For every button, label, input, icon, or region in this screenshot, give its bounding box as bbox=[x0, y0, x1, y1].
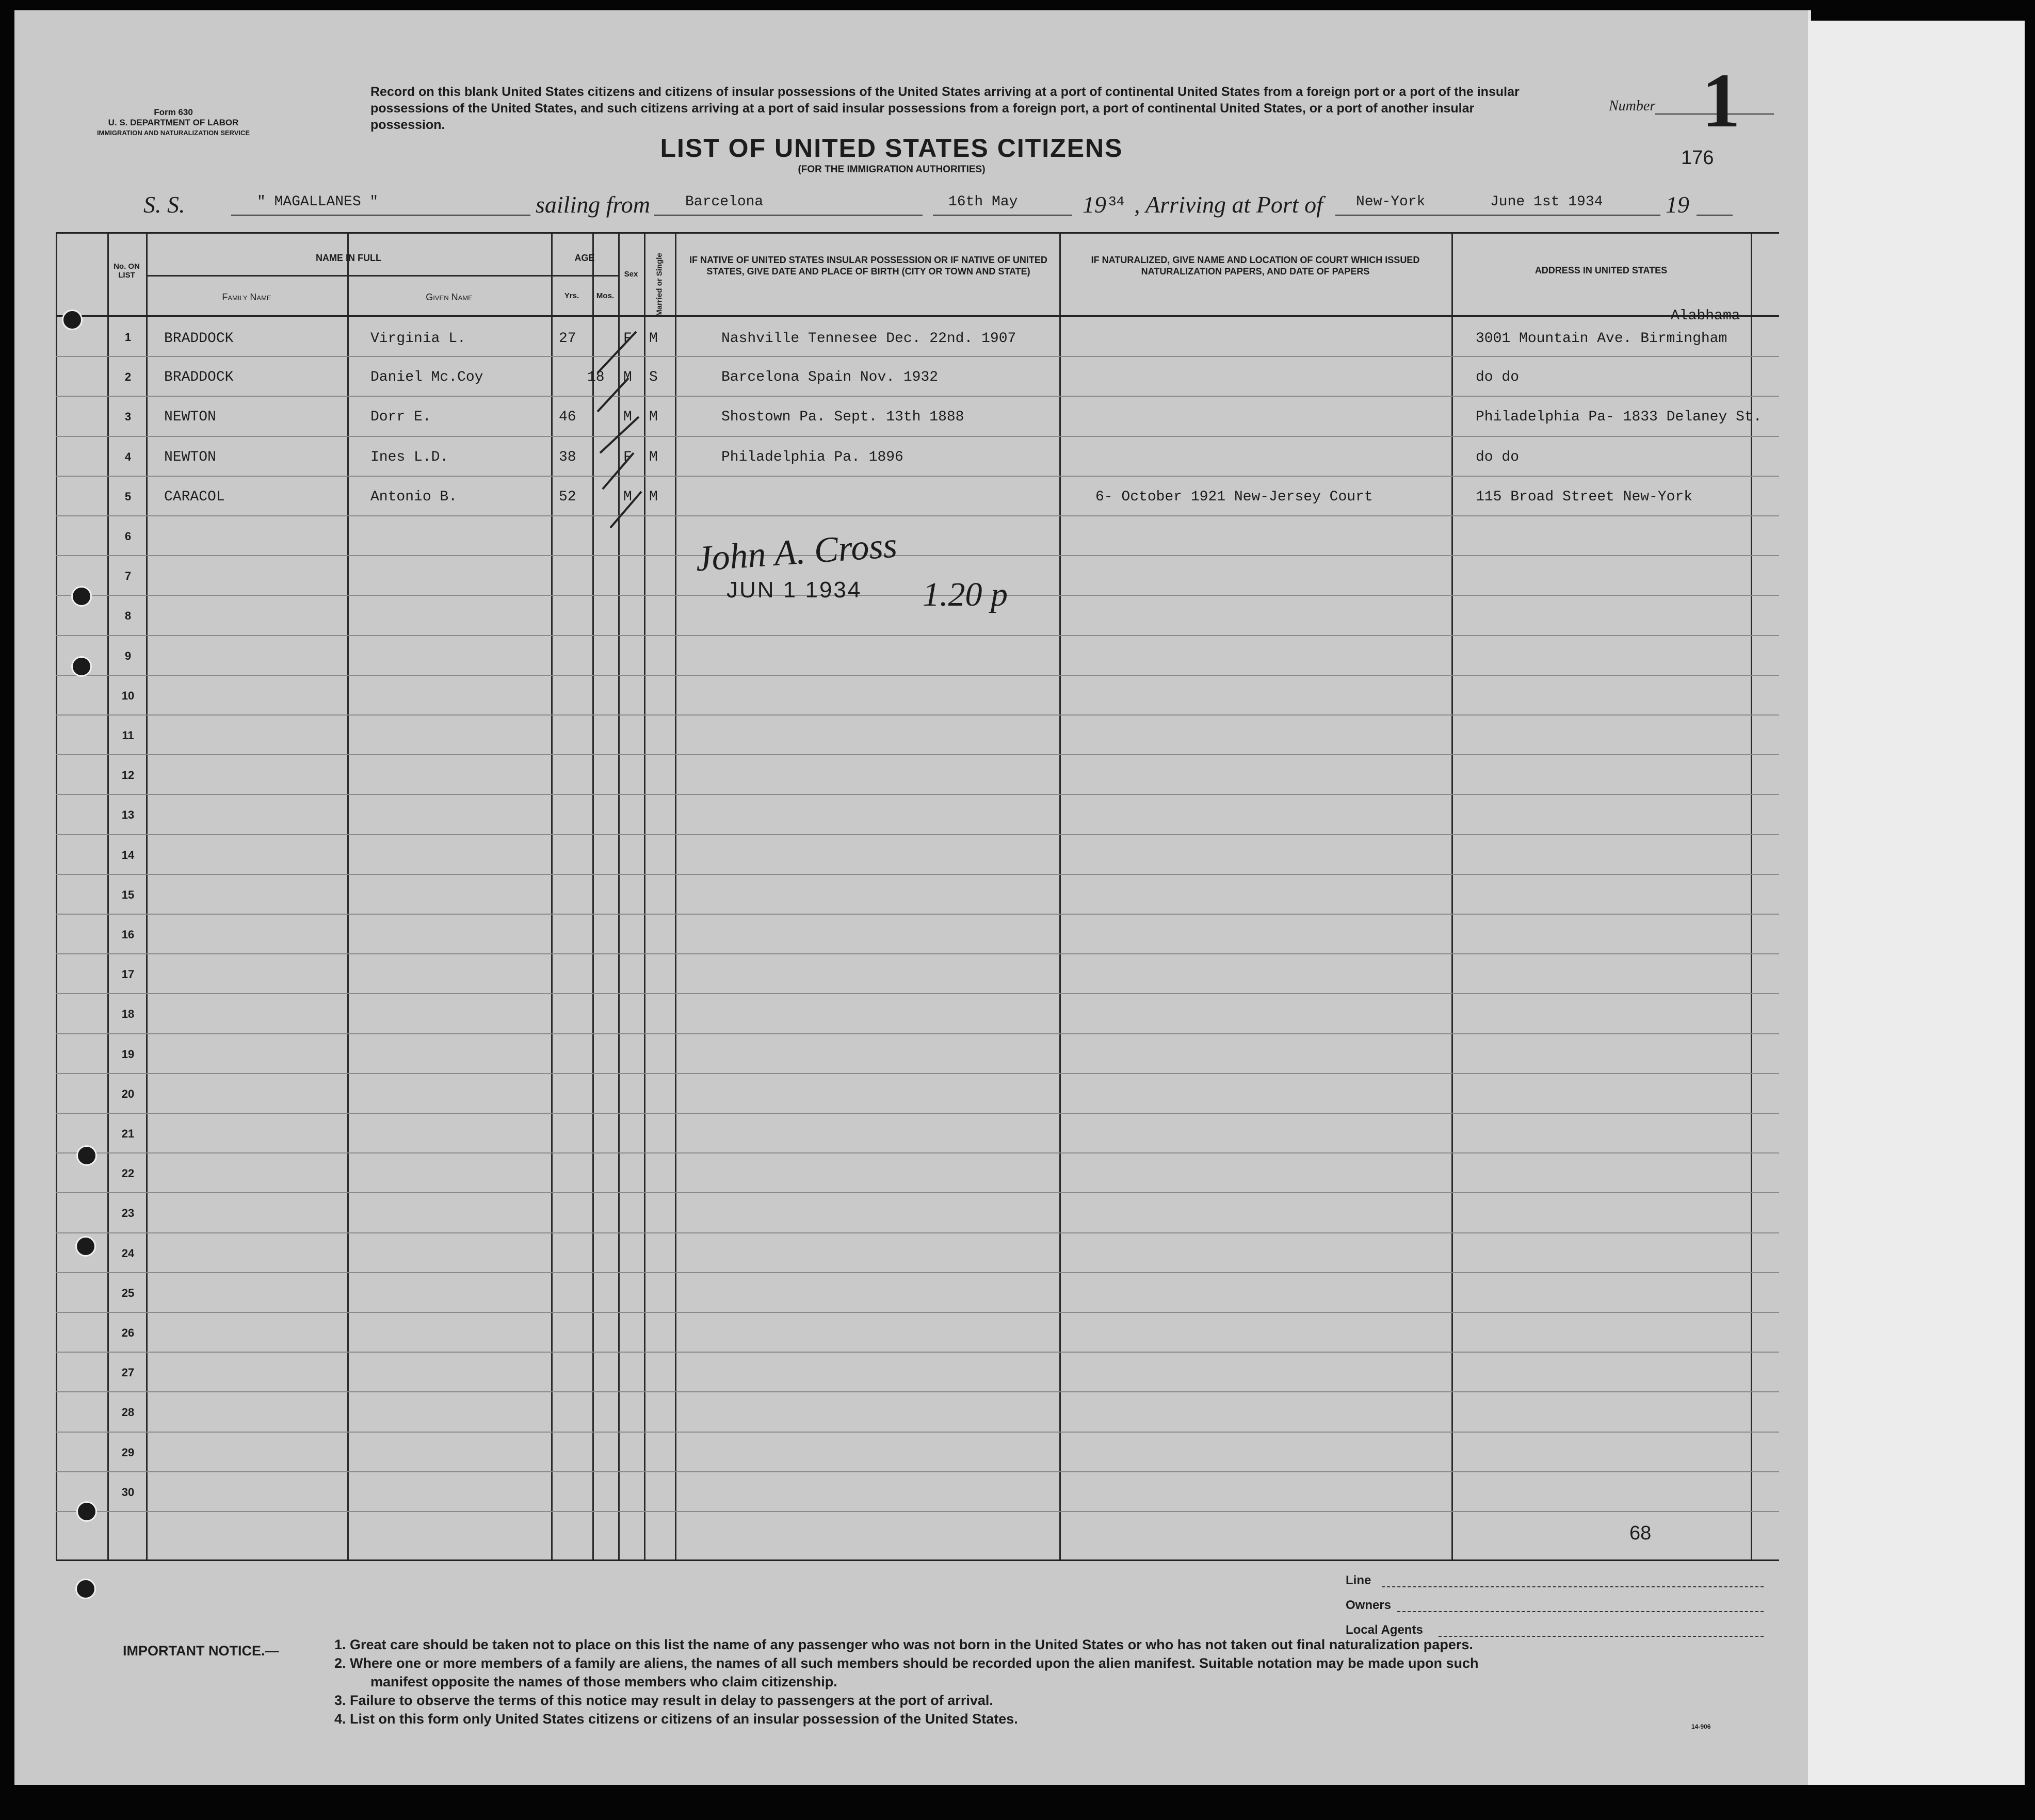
cell-sex: M bbox=[623, 369, 632, 386]
row-divider bbox=[56, 714, 1779, 716]
cell-sex: F bbox=[623, 331, 632, 347]
year-suffix: 34 bbox=[1108, 194, 1125, 209]
check-marks bbox=[587, 321, 670, 538]
line-underline bbox=[1382, 1586, 1764, 1587]
list-number: 1 bbox=[1702, 58, 1740, 143]
cell-sex: M bbox=[623, 409, 632, 426]
row-divider bbox=[56, 1391, 1779, 1392]
row-number: 29 bbox=[121, 1445, 135, 1459]
cell-family: BRADDOCK bbox=[164, 331, 234, 347]
row-number: 7 bbox=[124, 570, 132, 583]
row-divider bbox=[56, 555, 1779, 556]
row-number: 5 bbox=[124, 490, 132, 503]
row-divider bbox=[56, 1033, 1779, 1034]
header-name-in-full: NAME IN FULL bbox=[316, 253, 381, 263]
row-number: 27 bbox=[121, 1366, 135, 1379]
row-number: 18 bbox=[121, 1008, 135, 1021]
cell-birth: Shostown Pa. Sept. 13th 1888 bbox=[721, 409, 964, 426]
ship-underline bbox=[231, 215, 530, 216]
row-divider bbox=[56, 1232, 1779, 1233]
row-number: 26 bbox=[121, 1326, 135, 1339]
page-number: 176 bbox=[1681, 147, 1714, 169]
row-divider bbox=[56, 1312, 1779, 1313]
row-number: 23 bbox=[121, 1207, 135, 1220]
number-label: Number bbox=[1609, 98, 1656, 114]
col-line bbox=[146, 234, 148, 1559]
notice-2-cont: manifest opposite the names of those members who claim citizenship. bbox=[370, 1674, 837, 1689]
arriving-label: , Arriving at Port of bbox=[1134, 191, 1323, 218]
form-number: Form 630 bbox=[154, 107, 193, 117]
page-subtitle: (FOR THE IMMIGRATION AUTHORITIES) bbox=[798, 164, 986, 175]
row-divider bbox=[56, 595, 1779, 596]
col-line bbox=[56, 234, 57, 1559]
row-divider bbox=[56, 515, 1779, 516]
row-number: 21 bbox=[121, 1127, 135, 1140]
binder-hole bbox=[76, 1145, 97, 1166]
col-line bbox=[675, 234, 676, 1559]
manifest-page bbox=[14, 10, 1811, 1785]
bottom-number: 68 bbox=[1629, 1522, 1652, 1544]
cell-ms: M bbox=[649, 449, 658, 465]
row-divider bbox=[56, 1432, 1779, 1433]
cell-address: 3001 Mountain Ave. Birmingham bbox=[1476, 331, 1727, 347]
header-yrs: Yrs. bbox=[564, 291, 579, 300]
binder-hole bbox=[76, 1501, 97, 1522]
row-divider bbox=[56, 1113, 1779, 1114]
cell-ms: M bbox=[649, 331, 658, 347]
cell-yrs: 38 bbox=[559, 449, 576, 465]
row-number: 20 bbox=[121, 1087, 135, 1100]
cell-birth: Philadelphia Pa. 1896 bbox=[721, 449, 903, 465]
row-divider bbox=[56, 953, 1779, 954]
header-divider bbox=[146, 275, 551, 277]
col-line bbox=[107, 234, 109, 1559]
cell-sex: M bbox=[623, 489, 632, 505]
passenger-table bbox=[56, 232, 1779, 1561]
year2-underline bbox=[1697, 215, 1733, 216]
cell-address: do do bbox=[1476, 369, 1520, 386]
row-number: 11 bbox=[122, 729, 134, 742]
date-stamp: JUN 1 1934 bbox=[726, 577, 862, 603]
row-number: 12 bbox=[121, 769, 135, 782]
row-number: 4 bbox=[124, 450, 132, 463]
cell-birth: Nashville Tennesee Dec. 22nd. 1907 bbox=[721, 331, 1016, 347]
row-divider bbox=[56, 834, 1779, 835]
notice-2: 2. Where one or more members of a family are aliens, the names of all such members should be recorded upon the alien manifest. Suitable notation may be made upon such bbox=[334, 1655, 1479, 1671]
row-number: 13 bbox=[121, 808, 135, 822]
ship-name: " MAGALLANES " bbox=[257, 194, 379, 210]
col-line bbox=[551, 234, 553, 1559]
row-divider bbox=[56, 1272, 1779, 1273]
notice-4: 4. List on this form only United States citizens or citizens of an insular possession of the United States. bbox=[334, 1711, 1018, 1727]
service-name: IMMIGRATION AND NATURALIZATION SERVICE bbox=[96, 129, 250, 137]
col-line bbox=[1451, 234, 1453, 1559]
header-birth: IF NATIVE OF UNITED STATES INSULAR POSSESSION OR IF NATIVE OF UNITED STATES, GIVE DATE AND PLACE OF BIRTH (CITY OR TOWN AND STATE) bbox=[689, 255, 1047, 277]
cell-family: BRADDOCK bbox=[164, 369, 234, 386]
cell-given: Virginia L. bbox=[370, 331, 466, 347]
notice-3: 3. Failure to observe the terms of this notice may result in delay to passengers at the port of arrival. bbox=[334, 1693, 993, 1708]
header-address: ADDRESS IN UNITED STATES bbox=[1535, 265, 1668, 275]
arrival-date-underline bbox=[1485, 215, 1660, 216]
arrival-date: June 1st 1934 bbox=[1490, 194, 1603, 210]
row-number: 6 bbox=[124, 530, 132, 543]
row-number: 14 bbox=[121, 848, 135, 862]
year-prefix: 19 bbox=[1083, 191, 1106, 218]
row-divider bbox=[56, 1152, 1779, 1153]
row-number: 25 bbox=[121, 1286, 135, 1299]
row-divider bbox=[56, 356, 1779, 357]
row-divider bbox=[56, 1511, 1779, 1512]
row-number: 3 bbox=[124, 410, 132, 424]
header-given-name: Given Name bbox=[426, 292, 473, 302]
row-divider bbox=[56, 675, 1779, 676]
row-number: 10 bbox=[121, 689, 135, 702]
agents-label: Local Agents bbox=[1346, 1623, 1423, 1637]
row-divider bbox=[56, 1073, 1779, 1074]
row-divider bbox=[56, 1192, 1779, 1193]
time-annotation: 1.20 p bbox=[923, 576, 1008, 613]
arrival-port: New-York bbox=[1356, 194, 1426, 210]
notice-title: IMPORTANT NOTICE.— bbox=[123, 1643, 279, 1659]
col-line bbox=[347, 234, 349, 1559]
header-bottom-line bbox=[56, 315, 1779, 317]
cell-birth: Barcelona Spain Nov. 1932 bbox=[721, 369, 939, 386]
row-number: 15 bbox=[121, 888, 135, 901]
binder-hole bbox=[62, 310, 83, 330]
row-number: 22 bbox=[121, 1167, 135, 1180]
header-naturalized: IF NATURALIZED, GIVE NAME AND LOCATION OF COURT WHICH ISSUED NATURALIZATION PAPERS, AND DATE OF PAPERS bbox=[1091, 255, 1420, 277]
from-port: Barcelona bbox=[685, 194, 764, 210]
row-divider bbox=[56, 1471, 1779, 1472]
header-family-name: Family Name bbox=[222, 292, 271, 302]
binder-hole bbox=[75, 1236, 96, 1257]
row-number: 1 bbox=[124, 331, 132, 344]
sail-date: 16th May bbox=[948, 194, 1018, 210]
cell-given: Daniel Mc.Coy bbox=[370, 369, 483, 386]
year2-prefix: 19 bbox=[1666, 191, 1689, 218]
owners-label: Owners bbox=[1346, 1598, 1392, 1612]
row-number: 8 bbox=[124, 609, 132, 623]
cell-given: Antonio B. bbox=[370, 489, 458, 505]
arrival-port-underline bbox=[1335, 215, 1485, 216]
header-married-single: Married or Single bbox=[655, 253, 664, 316]
row-number: 28 bbox=[121, 1406, 135, 1419]
cell-address: Philadelphia Pa- 1833 Delaney St. bbox=[1476, 409, 1762, 426]
header-sex: Sex bbox=[624, 270, 638, 279]
form-code: 14-906 bbox=[1691, 1723, 1711, 1730]
row-divider bbox=[56, 914, 1779, 915]
cell-yrs: 52 bbox=[559, 489, 576, 505]
cell-ms: M bbox=[649, 489, 658, 505]
row-number: 17 bbox=[121, 968, 135, 981]
cell-mos: 18 bbox=[587, 369, 605, 386]
sail-date-underline bbox=[933, 215, 1072, 216]
row-divider bbox=[56, 993, 1779, 994]
form-label bbox=[75, 107, 271, 138]
cell-address-top: Alabhama bbox=[1671, 308, 1740, 324]
cell-yrs: 27 bbox=[559, 331, 576, 347]
row-divider bbox=[56, 794, 1779, 795]
cell-family: NEWTON bbox=[164, 449, 216, 465]
preamble-text: Record on this blank United States citizens and citizens of insular possessions of the United States arriving at a port of continental United States from a foreign port or a port of the insular possessions of the United States, and such citizens arriving at a port of said insular possessions from a foreign port, a port of continental United States, or a port of another insular possession. bbox=[370, 85, 1520, 132]
header-mos: Mos. bbox=[596, 291, 615, 300]
cell-address: do do bbox=[1476, 449, 1520, 465]
cell-yrs: 46 bbox=[559, 409, 576, 426]
cell-family: CARACOL bbox=[164, 489, 225, 505]
header-no: No. ON LIST bbox=[114, 262, 140, 280]
cell-ms: M bbox=[649, 409, 658, 426]
row-divider bbox=[56, 476, 1779, 477]
line-label: Line bbox=[1346, 1573, 1371, 1587]
row-divider bbox=[56, 874, 1779, 875]
cell-given: Ines L.D. bbox=[370, 449, 449, 465]
row-divider bbox=[56, 635, 1779, 636]
row-number: 30 bbox=[121, 1485, 135, 1499]
binder-hole bbox=[71, 586, 92, 607]
row-number: 9 bbox=[124, 649, 132, 662]
cell-ms: S bbox=[649, 369, 658, 386]
header-age: AGE bbox=[574, 253, 595, 263]
cell-nat: 6- October 1921 New-Jersey Court bbox=[1095, 489, 1373, 505]
binder-hole bbox=[75, 1579, 96, 1599]
sailing-label: sailing from bbox=[536, 191, 650, 218]
notice-1: 1. Great care should be taken not to place on this list the name of any passenger who was not born in the United States or who has not taken out final naturalization papers. bbox=[334, 1637, 1473, 1652]
row-divider bbox=[56, 1352, 1779, 1353]
cell-given: Dorr E. bbox=[370, 409, 431, 426]
from-port-underline bbox=[654, 215, 923, 216]
ss-label: S. S. bbox=[143, 191, 185, 218]
row-divider bbox=[56, 396, 1779, 397]
col-line bbox=[1059, 234, 1061, 1559]
page-title: LIST OF UNITED STATES CITIZENS bbox=[660, 134, 1123, 163]
row-number: 16 bbox=[121, 928, 135, 941]
row-number: 24 bbox=[121, 1246, 135, 1260]
binder-hole bbox=[71, 656, 92, 677]
header-age-divider bbox=[551, 275, 618, 277]
cell-address: 115 Broad Street New-York bbox=[1476, 489, 1693, 505]
page-edge-strip bbox=[1808, 21, 2025, 1785]
cell-sex: F bbox=[623, 449, 632, 465]
cell-family: NEWTON bbox=[164, 409, 216, 426]
row-divider bbox=[56, 754, 1779, 755]
department-name: U. S. DEPARTMENT OF LABOR bbox=[108, 118, 239, 127]
row-number: 2 bbox=[124, 370, 132, 384]
inspector-signature: John A. Cross bbox=[694, 525, 899, 579]
owners-underline bbox=[1397, 1611, 1764, 1612]
row-number: 19 bbox=[121, 1047, 135, 1061]
row-divider bbox=[56, 436, 1779, 437]
col-line bbox=[1751, 234, 1752, 1559]
